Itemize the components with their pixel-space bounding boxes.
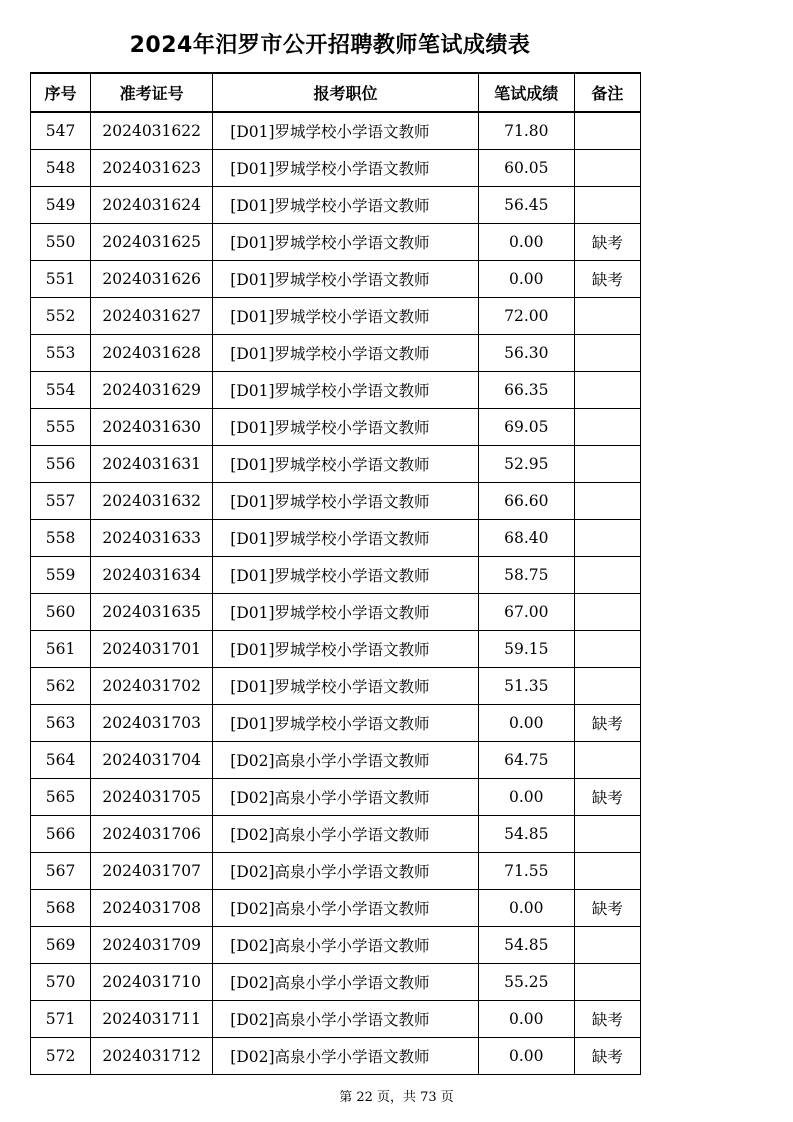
cell-exam-id: 2024031711 bbox=[91, 1001, 213, 1038]
cell-score: 55.25 bbox=[478, 964, 574, 1001]
header-note: 备注 bbox=[574, 73, 640, 112]
cell-score: 67.00 bbox=[478, 594, 574, 631]
cell-exam-id: 2024031622 bbox=[91, 112, 213, 150]
cell-note: 缺考 bbox=[574, 1038, 640, 1075]
cell-exam-id: 2024031625 bbox=[91, 224, 213, 261]
cell-exam-id: 2024031624 bbox=[91, 187, 213, 224]
cell-position: [D01]罗城学校小学语文教师 bbox=[213, 668, 478, 705]
cell-exam-id: 2024031623 bbox=[91, 150, 213, 187]
cell-position: [D01]罗城学校小学语文教师 bbox=[213, 187, 478, 224]
cell-seq: 559 bbox=[31, 557, 91, 594]
cell-score: 0.00 bbox=[478, 890, 574, 927]
cell-position: [D02]高泉小学小学语文教师 bbox=[213, 1001, 478, 1038]
cell-note bbox=[574, 742, 640, 779]
cell-note bbox=[574, 594, 640, 631]
cell-exam-id: 2024031634 bbox=[91, 557, 213, 594]
cell-exam-id: 2024031706 bbox=[91, 816, 213, 853]
cell-score: 64.75 bbox=[478, 742, 574, 779]
cell-note bbox=[574, 483, 640, 520]
cell-position: [D01]罗城学校小学语文教师 bbox=[213, 372, 478, 409]
table-row bbox=[31, 261, 641, 298]
cell-position: [D01]罗城学校小学语文教师 bbox=[213, 557, 478, 594]
cell-note bbox=[574, 520, 640, 557]
cell-position: [D02]高泉小学小学语文教师 bbox=[213, 890, 478, 927]
cell-seq: 557 bbox=[31, 483, 91, 520]
cell-score: 0.00 bbox=[478, 1001, 574, 1038]
cell-score: 52.95 bbox=[478, 446, 574, 483]
cell-seq: 572 bbox=[31, 1038, 91, 1075]
header-seq: 序号 bbox=[31, 73, 91, 112]
table-row bbox=[31, 668, 641, 705]
cell-seq: 555 bbox=[31, 409, 91, 446]
cell-note bbox=[574, 187, 640, 224]
cell-seq: 571 bbox=[31, 1001, 91, 1038]
cell-seq: 549 bbox=[31, 187, 91, 224]
table-row bbox=[31, 631, 641, 668]
cell-position: [D02]高泉小学小学语文教师 bbox=[213, 927, 478, 964]
cell-score: 68.40 bbox=[478, 520, 574, 557]
cell-position: [D01]罗城学校小学语文教师 bbox=[213, 631, 478, 668]
cell-note bbox=[574, 964, 640, 1001]
cell-note bbox=[574, 150, 640, 187]
cell-note: 缺考 bbox=[574, 779, 640, 816]
table-row bbox=[31, 187, 641, 224]
cell-seq: 558 bbox=[31, 520, 91, 557]
table-row bbox=[31, 150, 641, 187]
cell-score: 54.85 bbox=[478, 816, 574, 853]
cell-note bbox=[574, 557, 640, 594]
cell-exam-id: 2024031702 bbox=[91, 668, 213, 705]
cell-score: 56.30 bbox=[478, 335, 574, 372]
cell-score: 58.75 bbox=[478, 557, 574, 594]
cell-score: 59.15 bbox=[478, 631, 574, 668]
cell-position: [D01]罗城学校小学语文教师 bbox=[213, 483, 478, 520]
cell-score: 60.05 bbox=[478, 150, 574, 187]
header-score: 笔试成绩 bbox=[478, 73, 574, 112]
cell-exam-id: 2024031629 bbox=[91, 372, 213, 409]
cell-score: 0.00 bbox=[478, 261, 574, 298]
cell-note bbox=[574, 631, 640, 668]
cell-score: 71.55 bbox=[478, 853, 574, 890]
cell-score: 69.05 bbox=[478, 409, 574, 446]
cell-position: [D01]罗城学校小学语文教师 bbox=[213, 298, 478, 335]
cell-seq: 569 bbox=[31, 927, 91, 964]
cell-seq: 561 bbox=[31, 631, 91, 668]
cell-exam-id: 2024031704 bbox=[91, 742, 213, 779]
cell-position: [D02]高泉小学小学语文教师 bbox=[213, 964, 478, 1001]
table-row bbox=[31, 557, 641, 594]
cell-score: 51.35 bbox=[478, 668, 574, 705]
cell-position: [D01]罗城学校小学语文教师 bbox=[213, 520, 478, 557]
cell-exam-id: 2024031703 bbox=[91, 705, 213, 742]
cell-seq: 568 bbox=[31, 890, 91, 927]
table-body bbox=[31, 112, 641, 1075]
cell-seq: 566 bbox=[31, 816, 91, 853]
table-row bbox=[31, 446, 641, 483]
cell-position: [D02]高泉小学小学语文教师 bbox=[213, 742, 478, 779]
cell-position: [D02]高泉小学小学语文教师 bbox=[213, 1038, 478, 1075]
cell-note bbox=[574, 853, 640, 890]
table-row bbox=[31, 927, 641, 964]
cell-position: [D02]高泉小学小学语文教师 bbox=[213, 779, 478, 816]
cell-score: 66.60 bbox=[478, 483, 574, 520]
cell-exam-id: 2024031701 bbox=[91, 631, 213, 668]
cell-note: 缺考 bbox=[574, 261, 640, 298]
cell-seq: 563 bbox=[31, 705, 91, 742]
cell-position: [D02]高泉小学小学语文教师 bbox=[213, 816, 478, 853]
cell-position: [D01]罗城学校小学语文教师 bbox=[213, 594, 478, 631]
cell-position: [D02]高泉小学小学语文教师 bbox=[213, 853, 478, 890]
table-header-row bbox=[31, 73, 641, 112]
cell-seq: 553 bbox=[31, 335, 91, 372]
cell-note bbox=[574, 927, 640, 964]
table-row bbox=[31, 112, 641, 150]
cell-exam-id: 2024031708 bbox=[91, 890, 213, 927]
cell-score: 0.00 bbox=[478, 224, 574, 261]
cell-position: [D01]罗城学校小学语文教师 bbox=[213, 224, 478, 261]
header-exam-id: 准考证号 bbox=[91, 73, 213, 112]
table-row bbox=[31, 483, 641, 520]
table-row bbox=[31, 372, 641, 409]
cell-note: 缺考 bbox=[574, 1001, 640, 1038]
table-row bbox=[31, 409, 641, 446]
table-row bbox=[31, 890, 641, 927]
cell-position: [D01]罗城学校小学语文教师 bbox=[213, 705, 478, 742]
cell-exam-id: 2024031630 bbox=[91, 409, 213, 446]
cell-exam-id: 2024031632 bbox=[91, 483, 213, 520]
cell-note bbox=[574, 409, 640, 446]
table-row bbox=[31, 853, 641, 890]
cell-note bbox=[574, 446, 640, 483]
page-title: 2024年汨罗市公开招聘教师笔试成绩表 bbox=[129, 33, 531, 58]
cell-exam-id: 2024031712 bbox=[91, 1038, 213, 1075]
score-table bbox=[30, 72, 641, 1075]
table-row bbox=[31, 705, 641, 742]
cell-note: 缺考 bbox=[574, 224, 640, 261]
cell-score: 66.35 bbox=[478, 372, 574, 409]
cell-seq: 567 bbox=[31, 853, 91, 890]
cell-seq: 562 bbox=[31, 668, 91, 705]
table-row bbox=[31, 779, 641, 816]
cell-note bbox=[574, 335, 640, 372]
page-footer: 第 22 页，共 73 页 bbox=[339, 1090, 454, 1105]
cell-exam-id: 2024031626 bbox=[91, 261, 213, 298]
cell-exam-id: 2024031635 bbox=[91, 594, 213, 631]
cell-note bbox=[574, 372, 640, 409]
cell-seq: 564 bbox=[31, 742, 91, 779]
table-row bbox=[31, 742, 641, 779]
table-row bbox=[31, 1038, 641, 1075]
cell-exam-id: 2024031627 bbox=[91, 298, 213, 335]
table-row bbox=[31, 520, 641, 557]
table-row bbox=[31, 1001, 641, 1038]
cell-exam-id: 2024031707 bbox=[91, 853, 213, 890]
cell-position: [D01]罗城学校小学语文教师 bbox=[213, 150, 478, 187]
cell-note bbox=[574, 816, 640, 853]
cell-score: 54.85 bbox=[478, 927, 574, 964]
cell-exam-id: 2024031628 bbox=[91, 335, 213, 372]
cell-seq: 552 bbox=[31, 298, 91, 335]
cell-exam-id: 2024031633 bbox=[91, 520, 213, 557]
cell-note bbox=[574, 112, 640, 150]
cell-score: 72.00 bbox=[478, 298, 574, 335]
cell-position: [D01]罗城学校小学语文教师 bbox=[213, 112, 478, 150]
cell-score: 56.45 bbox=[478, 187, 574, 224]
cell-seq: 560 bbox=[31, 594, 91, 631]
cell-score: 71.80 bbox=[478, 112, 574, 150]
cell-seq: 547 bbox=[31, 112, 91, 150]
table-row bbox=[31, 224, 641, 261]
cell-note: 缺考 bbox=[574, 705, 640, 742]
cell-seq: 554 bbox=[31, 372, 91, 409]
cell-score: 0.00 bbox=[478, 1038, 574, 1075]
cell-exam-id: 2024031709 bbox=[91, 927, 213, 964]
cell-seq: 556 bbox=[31, 446, 91, 483]
cell-seq: 570 bbox=[31, 964, 91, 1001]
cell-note bbox=[574, 298, 640, 335]
cell-exam-id: 2024031631 bbox=[91, 446, 213, 483]
cell-position: [D01]罗城学校小学语文教师 bbox=[213, 261, 478, 298]
cell-position: [D01]罗城学校小学语文教师 bbox=[213, 335, 478, 372]
header-position: 报考职位 bbox=[213, 73, 478, 112]
cell-seq: 565 bbox=[31, 779, 91, 816]
table-row bbox=[31, 298, 641, 335]
table-row bbox=[31, 594, 641, 631]
table-row bbox=[31, 335, 641, 372]
cell-score: 0.00 bbox=[478, 705, 574, 742]
cell-seq: 551 bbox=[31, 261, 91, 298]
cell-seq: 548 bbox=[31, 150, 91, 187]
cell-note bbox=[574, 668, 640, 705]
cell-position: [D01]罗城学校小学语文教师 bbox=[213, 409, 478, 446]
cell-note: 缺考 bbox=[574, 890, 640, 927]
cell-score: 0.00 bbox=[478, 779, 574, 816]
cell-seq: 550 bbox=[31, 224, 91, 261]
table-row bbox=[31, 816, 641, 853]
cell-exam-id: 2024031710 bbox=[91, 964, 213, 1001]
table-row bbox=[31, 964, 641, 1001]
cell-exam-id: 2024031705 bbox=[91, 779, 213, 816]
cell-position: [D01]罗城学校小学语文教师 bbox=[213, 446, 478, 483]
